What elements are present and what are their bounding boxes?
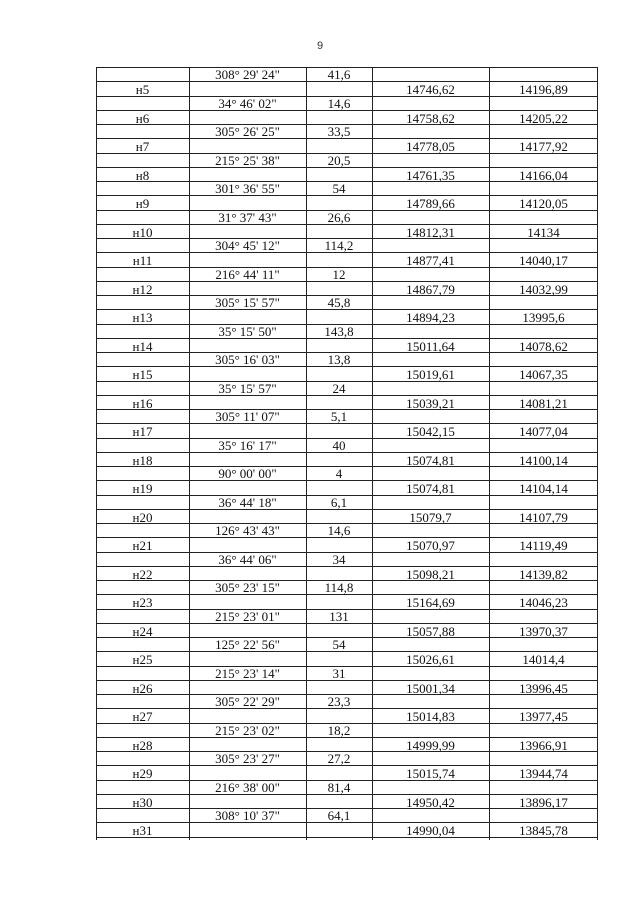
segment-angle: 304° 45' 12"	[215, 238, 280, 253]
coordinate-y: 14032,99	[519, 281, 568, 297]
coordinate-y: 13996,45	[519, 680, 568, 696]
point-name: н5	[135, 82, 150, 98]
segment-distance: 27,2	[327, 751, 351, 766]
coordinate-y: 14081,21	[519, 395, 568, 411]
coordinate-y: 14104,14	[519, 481, 568, 497]
coordinate-x: 15011,64	[406, 338, 455, 354]
segment-distance: 24	[332, 380, 346, 396]
coordinate-y: 13896,17	[519, 794, 568, 810]
point-name: н28	[132, 737, 153, 753]
coordinate-y: 13944,74	[519, 766, 568, 782]
table-border-top	[96, 67, 598, 68]
segment-distance: 54	[332, 181, 346, 196]
point-name: н23	[132, 595, 153, 611]
segment-distance: 81,4	[327, 779, 351, 795]
segment-angle: 305° 16' 03"	[215, 352, 280, 367]
point-name: н29	[132, 766, 153, 782]
point-name: н26	[132, 680, 153, 696]
coordinate-x: 15057,88	[406, 623, 455, 639]
segment-angle: 36° 44' 06"	[218, 551, 277, 567]
point-name: н9	[135, 196, 150, 212]
segment-angle: 126° 43' 43"	[215, 523, 280, 538]
segment-distance: 54	[332, 637, 346, 652]
segment-angle: 305° 22' 29"	[215, 694, 280, 709]
coordinate-x: 15026,61	[406, 652, 455, 668]
coordinate-y: 14107,79	[519, 509, 568, 525]
coordinate-y: 14139,82	[519, 566, 568, 582]
point-name: н14	[132, 338, 153, 354]
segment-angle: 301° 36' 55"	[215, 181, 280, 196]
coordinate-x: 14999,99	[406, 737, 455, 753]
segment-distance: 6,1	[330, 494, 348, 510]
point-name: н8	[135, 167, 150, 183]
coordinate-x: 14746,62	[406, 82, 455, 98]
coordinate-y: 14205,22	[519, 110, 568, 126]
point-name: н31	[132, 823, 153, 839]
coordinate-y: 14177,92	[519, 139, 568, 155]
segment-distance: 4	[335, 466, 343, 481]
coordinate-x: 15014,83	[406, 709, 455, 725]
coordinate-x: 14789,66	[406, 196, 455, 212]
coordinate-y: 14067,35	[519, 367, 568, 383]
coordinate-y: 14077,04	[519, 424, 568, 440]
segment-distance: 33,5	[327, 124, 351, 139]
coordinate-x: 14778,05	[406, 139, 455, 155]
coordinate-x: 15001,34	[406, 680, 455, 696]
segment-angle: 305° 26' 25"	[215, 124, 280, 139]
segment-distance: 64,1	[327, 808, 351, 823]
point-name: н12	[132, 281, 153, 297]
coordinate-y: 13845,78	[519, 823, 568, 839]
segment-angle: 305° 23' 27"	[215, 751, 280, 766]
coordinate-y: 13970,37	[519, 623, 568, 639]
coordinate-x: 14877,41	[406, 253, 455, 269]
segment-angle: 215° 25' 38"	[215, 152, 280, 168]
segment-angle: 305° 15' 57"	[215, 295, 280, 310]
coordinate-y: 13966,91	[519, 737, 568, 753]
coordinate-y: 14014,4	[522, 652, 565, 668]
segment-angle: 216° 44' 11"	[215, 266, 280, 282]
segment-angle: 31° 37' 43"	[218, 209, 277, 225]
coordinate-x: 15074,81	[406, 452, 455, 468]
coordinate-y: 14120,05	[519, 196, 568, 212]
coordinate-x: 14761,35	[406, 167, 455, 183]
point-name: н7	[135, 139, 150, 155]
coordinate-x: 14758,62	[406, 110, 455, 126]
segment-angle: 35° 15' 57"	[218, 380, 277, 396]
page-number: 9	[316, 40, 324, 52]
segment-distance: 13,8	[327, 352, 351, 367]
segment-angle: 216° 38' 00"	[215, 779, 280, 795]
segment-distance: 143,8	[324, 323, 354, 339]
coordinate-x: 15015,74	[406, 766, 455, 782]
segment-distance: 20,5	[327, 152, 351, 168]
coordinate-y: 14134	[527, 224, 560, 240]
segment-distance: 41,6	[327, 67, 351, 82]
point-name: н25	[132, 652, 153, 668]
coordinate-x: 15164,69	[406, 595, 455, 611]
segment-distance: 114,2	[324, 238, 354, 253]
segment-distance: 14,6	[327, 523, 351, 538]
segment-distance: 114,8	[324, 580, 354, 595]
point-name: н20	[132, 509, 153, 525]
segment-angle: 305° 23' 15"	[215, 580, 280, 595]
coordinate-x: 14867,79	[406, 281, 455, 297]
segment-distance: 5,1	[330, 409, 348, 424]
segment-angle: 34° 46' 02"	[218, 95, 277, 111]
point-name: н19	[132, 481, 153, 497]
segment-distance: 40	[332, 437, 346, 453]
segment-angle: 305° 11' 07"	[215, 409, 280, 424]
segment-distance: 34	[332, 551, 346, 567]
point-name: н22	[132, 566, 153, 582]
coordinate-y: 14166,04	[519, 167, 568, 183]
segment-angle: 308° 29' 24"	[215, 67, 280, 82]
point-name: н10	[132, 224, 153, 240]
point-name: н11	[132, 253, 153, 269]
coordinate-x: 15042,15	[406, 424, 455, 440]
coordinate-y: 13977,45	[519, 709, 568, 725]
point-name: н24	[132, 623, 153, 639]
coordinate-x: 15098,21	[406, 566, 455, 582]
coordinate-y: 14196,89	[519, 82, 568, 98]
coordinate-y: 14046,23	[519, 595, 568, 611]
coordinate-x: 14950,42	[406, 794, 455, 810]
segment-angle: 215° 23' 01"	[215, 608, 280, 624]
coordinate-y: 14040,17	[519, 253, 568, 269]
segment-angle: 215° 23' 02"	[215, 722, 280, 738]
segment-distance: 18,2	[327, 722, 351, 738]
segment-distance: 131	[329, 608, 349, 624]
point-name: н13	[132, 310, 153, 326]
coordinate-y: 14119,49	[519, 538, 568, 554]
segment-distance: 26,6	[327, 209, 351, 225]
point-name: н21	[132, 538, 153, 554]
point-name: н6	[135, 110, 150, 126]
coordinate-x: 15019,61	[406, 367, 455, 383]
coordinate-x: 15070,97	[406, 538, 455, 554]
point-name: н17	[132, 424, 153, 440]
segment-angle: 125° 22' 56"	[215, 637, 280, 652]
point-name: н15	[132, 367, 153, 383]
coordinate-x: 15079,7	[409, 509, 452, 525]
coordinate-x: 15074,81	[406, 481, 455, 497]
segment-distance: 14,6	[327, 95, 351, 111]
coordinate-x: 14990,04	[406, 823, 455, 839]
segment-angle: 35° 15' 50"	[218, 323, 277, 339]
point-name: н27	[132, 709, 153, 725]
segment-distance: 23,3	[327, 694, 351, 709]
coordinate-x: 14812,31	[406, 224, 455, 240]
segment-angle: 35° 16' 17"	[218, 437, 277, 453]
coordinate-x: 15039,21	[406, 395, 455, 411]
coordinate-y: 14078,62	[519, 338, 568, 354]
point-name: н30	[132, 794, 153, 810]
segment-angle: 215° 23' 14"	[215, 665, 280, 681]
coordinate-y: 14100,14	[519, 452, 568, 468]
point-name: н16	[132, 395, 153, 411]
segment-angle: 308° 10' 37"	[215, 808, 280, 823]
segment-angle: 90° 00' 00"	[218, 466, 277, 481]
coordinates-table	[96, 67, 598, 840]
segment-distance: 45,8	[327, 295, 351, 310]
segment-distance: 12	[332, 266, 346, 282]
coordinate-x: 14894,23	[406, 310, 455, 326]
point-name: н18	[132, 452, 153, 468]
coordinate-y: 13995,6	[522, 310, 565, 326]
segment-distance: 31	[332, 665, 346, 681]
segment-angle: 36° 44' 18"	[218, 494, 277, 510]
